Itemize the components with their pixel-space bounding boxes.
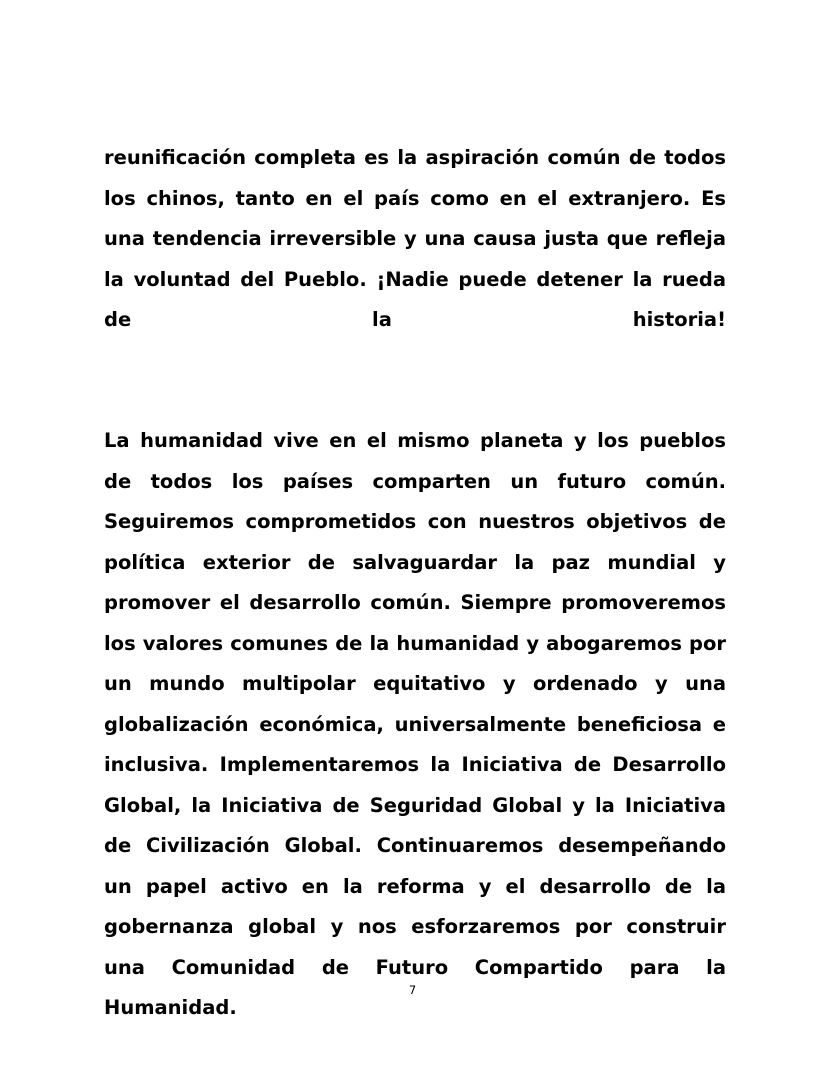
paragraph-1: reunificación completa es la aspiración común de todos los chinos, tanto en el país como en el extranjero. Es una tendencia irreversible y una causa justa que refleja la voluntad del Pueblo. ¡Nadie puede detener la rueda de la historia!: [104, 146, 726, 331]
page-body: [104, 138, 726, 1069]
paragraph-2: La humanidad vive en el mismo planeta y los pueblos de todos los países comparten un futuro común. Seguiremos comprometidos con nuestros objetivos de política exterior de salvaguardar la paz mundial y promover el desarrollo común. Siempre promoveremos los valores comunes de la humanidad y abogaremos por un mundo multipolar equitativo y ordenado y una globalización económica, universalmente beneficiosa e inclusiva. Implementaremos la Iniciativa de Desarrollo Global, la Iniciativa de Seguridad Global y la Iniciativa de Civilización Global. Continuaremos desempeñando un papel activo en la reforma y el desarrollo de la gobernanza global y nos esforzaremos por construir una Comunidad de Futuro Compartido para la Humanidad.: [104, 429, 726, 1019]
page-number: 7: [408, 983, 417, 997]
